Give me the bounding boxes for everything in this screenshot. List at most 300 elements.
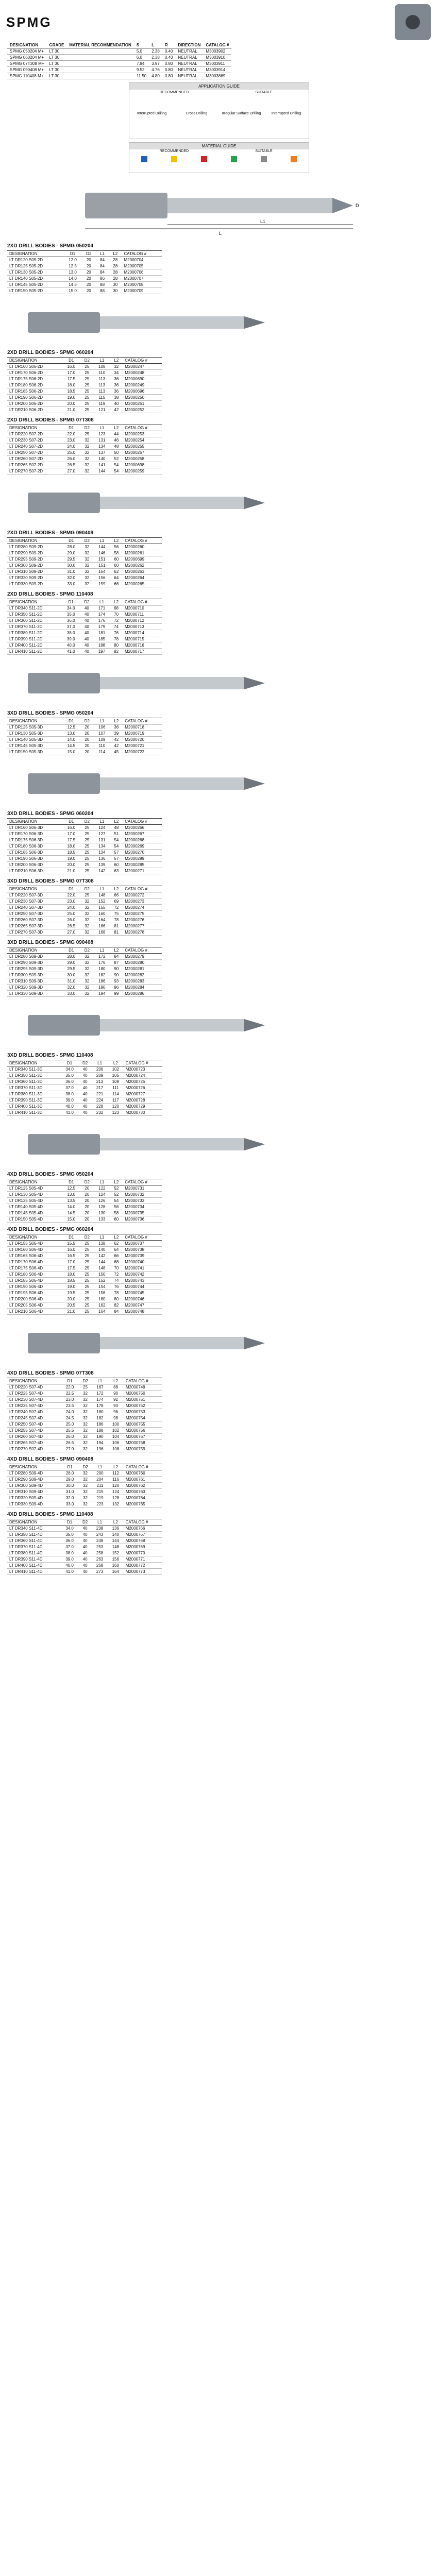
table-cell: LT DR390 S11-3D <box>7 1097 61 1104</box>
section-title: 3XD DRILL BODIES - SPMG 050204 <box>7 710 94 716</box>
table-row <box>7 1477 162 1483</box>
table-cell: 124 <box>94 825 110 831</box>
table-row <box>7 388 162 395</box>
table-cell: 52 <box>110 1192 123 1198</box>
table-cell: LT DR190 S06-2D <box>7 395 62 401</box>
table-cell: 25.0 <box>61 1421 79 1428</box>
table-cell: LT DR170 S06-4D <box>7 1259 62 1265</box>
table-cell: 32 <box>80 581 94 587</box>
table-cell: LT DR150 S05-2D <box>7 288 63 294</box>
table-cell: M2000735 <box>123 1210 162 1216</box>
table-cell: 140 <box>108 1532 124 1538</box>
table-cell: 29.5 <box>62 556 80 563</box>
drill-table <box>7 250 162 294</box>
table-row <box>7 1409 162 1415</box>
table-cell: 273 <box>92 1569 108 1575</box>
table-cell: 14.5 <box>63 282 81 288</box>
table-cell: 41.0 <box>61 1569 78 1575</box>
table-cell: 33.0 <box>62 991 80 997</box>
recommended-label: RECOMMENDED <box>159 91 189 94</box>
table-cell: LT DR120 S05-2D <box>7 257 63 263</box>
table-cell: 20 <box>80 1198 94 1204</box>
table-row <box>7 923 162 929</box>
table-cell: 32 <box>80 444 94 450</box>
table-cell: 32 <box>80 966 94 972</box>
drill-table <box>7 425 162 474</box>
table-cell: 113 <box>94 376 110 382</box>
table-row <box>7 1569 162 1575</box>
table-cell: M2000723 <box>124 1066 162 1073</box>
table-cell: 98 <box>108 1415 124 1421</box>
table-cell: LT DR340 S11-3D <box>7 1066 61 1073</box>
col-header: D1 <box>61 1519 78 1526</box>
col-header: L1 <box>94 947 110 954</box>
table-cell: 40 <box>110 401 123 407</box>
table-cell: 12.5 <box>62 1185 80 1192</box>
table-cell: LT DR370 S11-3D <box>7 1085 61 1091</box>
table-cell: 32 <box>79 1421 92 1428</box>
table-row <box>7 991 162 997</box>
table-cell: 194 <box>94 991 110 997</box>
col-header: L1 <box>92 1378 108 1384</box>
table-cell: LT DR240 S07-2D <box>7 444 62 450</box>
table-row <box>7 1253 162 1259</box>
table-cell: 88 <box>96 282 109 288</box>
table-cell: 82 <box>110 649 123 655</box>
table-cell: 134 <box>94 850 110 856</box>
table-cell: 23.5 <box>61 1403 79 1409</box>
table-cell: M2000267 <box>123 831 162 837</box>
table-cell: LT DR300 S09-3D <box>7 972 62 978</box>
table-cell: 188 <box>92 1428 108 1434</box>
table-cell: LT DR360 S11-2D <box>7 618 62 624</box>
dim-d: D <box>356 203 359 208</box>
table-cell: M2000771 <box>124 1556 162 1563</box>
section-title: 2XD DRILL BODIES - SPMG 060204 <box>7 350 94 355</box>
table-cell: 39.0 <box>61 1556 78 1563</box>
table-cell: 74 <box>110 1278 123 1284</box>
table-cell: LT DR195 S06-4D <box>7 1290 62 1296</box>
section-title: 3XD DRILL BODIES - SPMG 07T308 <box>7 878 94 884</box>
table-cell: 90 <box>110 972 123 978</box>
table-row <box>7 263 162 269</box>
table-cell: LT DR410 S11-4D <box>7 1569 61 1575</box>
table-cell: M2000728 <box>124 1097 162 1104</box>
table-cell: 24.5 <box>61 1415 79 1421</box>
table-cell: M2000268 <box>123 837 162 843</box>
table-cell: 30.0 <box>62 972 80 978</box>
table-cell: 54 <box>110 462 123 468</box>
table-cell: 130 <box>94 1210 110 1216</box>
table-cell: M2000724 <box>124 1073 162 1079</box>
table-cell: 174 <box>94 612 110 618</box>
table-cell: 25.5 <box>61 1428 79 1434</box>
drill-image <box>7 480 431 526</box>
table-row <box>7 1104 162 1110</box>
table-row <box>7 966 162 972</box>
table-cell: 144 <box>94 1259 110 1265</box>
section-title: 2XD DRILL BODIES - SPMG 050204 <box>7 243 94 249</box>
table-cell: M2000717 <box>123 649 162 655</box>
table-cell: M2000737 <box>123 1241 162 1247</box>
table-cell: 32 <box>80 437 94 444</box>
table-cell: 38.0 <box>61 1091 78 1097</box>
table-cell: 32 <box>80 450 94 456</box>
app-item: Interrupted Drilling <box>271 112 301 115</box>
col-header: D1 <box>62 1234 80 1241</box>
table-row <box>7 1290 162 1296</box>
table-cell: 60 <box>110 1216 123 1223</box>
table-cell: 188 <box>94 642 110 649</box>
section-title: 2XD DRILL BODIES - SPMG 110408 <box>7 591 93 597</box>
table-cell: LT DR155 S06-4D <box>7 1241 62 1247</box>
table-cell: 110 <box>94 370 110 376</box>
table-cell: 32 <box>80 985 94 991</box>
material-swatch <box>291 156 297 162</box>
table-row <box>7 630 162 636</box>
table-cell: 16.0 <box>62 1247 80 1253</box>
table-cell: 20 <box>80 1216 94 1223</box>
table-row <box>7 1483 162 1489</box>
table-row <box>7 1216 162 1223</box>
table-row <box>7 743 162 749</box>
col-header: DESIGNATION <box>7 1234 62 1241</box>
col-header: D2 <box>79 1464 92 1470</box>
col-header: DESIGNATION <box>7 718 62 724</box>
table-cell: 78 <box>110 917 123 923</box>
table-cell: 29.0 <box>62 960 80 966</box>
section-title: 4XD DRILL BODIES - SPMG 110408 <box>7 1512 93 1517</box>
col-header: D1 <box>62 947 80 954</box>
spec-row <box>7 48 231 55</box>
table-cell: 108 <box>108 1079 124 1085</box>
table-cell: 42 <box>110 407 123 413</box>
table-cell: M2000736 <box>123 1216 162 1223</box>
table-cell: 171 <box>94 605 110 612</box>
table-cell: 131 <box>94 837 110 843</box>
table-cell: LT DR360 S11-3D <box>7 1079 61 1085</box>
table-cell: M2000707 <box>122 276 162 282</box>
table-cell: 56 <box>110 1204 123 1210</box>
table-cell: 21.0 <box>62 868 80 874</box>
table-cell: 164 <box>94 1309 110 1315</box>
material-swatch <box>201 156 207 162</box>
table-cell: LT DR410 S11-2D <box>7 649 62 655</box>
table-cell: 25 <box>80 388 94 395</box>
table-cell: M2000280 <box>123 960 162 966</box>
table-cell: 146 <box>94 550 110 556</box>
table-cell: 40 <box>80 649 94 655</box>
table-row <box>7 1296 162 1302</box>
table-cell: 31.0 <box>61 1489 79 1495</box>
table-cell: LT DR330 S09-2D <box>7 581 62 587</box>
table-cell: 32 <box>80 911 94 917</box>
table-cell: LT DR320 S09-4D <box>7 1495 61 1501</box>
col-header: L1 <box>94 886 110 892</box>
table-cell: 63 <box>110 868 123 874</box>
table-cell: M2000275 <box>123 911 162 917</box>
table-cell: 24.0 <box>61 1409 79 1415</box>
table-cell: 18.0 <box>62 1272 80 1278</box>
table-cell: 38 <box>110 395 123 401</box>
table-cell: 20 <box>80 743 94 749</box>
table-cell: LT DR330 S09-4D <box>7 1501 61 1507</box>
table-cell: LT DR130 S05-3D <box>7 731 62 737</box>
table-cell: 38.0 <box>62 630 80 636</box>
table-cell: LT DR295 S09-2D <box>7 556 62 563</box>
table-cell: 54 <box>110 468 123 474</box>
table-row <box>7 1397 162 1403</box>
table-cell: 72 <box>110 1272 123 1278</box>
table-cell: 182 <box>94 972 110 978</box>
col-header: D2 <box>78 1060 92 1066</box>
table-cell: 76 <box>110 1284 123 1290</box>
section-title: 3XD DRILL BODIES - SPMG 060204 <box>7 811 94 817</box>
table-cell: 152 <box>94 899 110 905</box>
table-cell: LT DR390 S11-4D <box>7 1556 61 1563</box>
table-cell: LT DR185 S06-4D <box>7 1278 62 1284</box>
spec-cell: M3003914 <box>203 67 231 73</box>
table-cell: 28 <box>109 276 122 282</box>
table-cell: 113 <box>94 382 110 388</box>
drill-image <box>7 1121 431 1167</box>
page-title: SPMG <box>6 14 52 30</box>
table-cell: 28.0 <box>62 954 80 960</box>
table-row <box>7 1434 162 1440</box>
table-cell: 25 <box>80 1296 94 1302</box>
table-cell: LT DR205 S06-4D <box>7 1302 62 1309</box>
table-cell: 54 <box>110 1198 123 1204</box>
table-cell: 24.0 <box>62 444 80 450</box>
table-cell: 30.0 <box>62 563 80 569</box>
col-header: CATALOG # <box>122 251 162 257</box>
table-cell: 70 <box>110 1265 123 1272</box>
table-cell: LT DR295 S09-3D <box>7 966 62 972</box>
table-cell: 26.0 <box>61 1434 79 1440</box>
col-header: L1 <box>92 1519 108 1526</box>
table-cell: 40 <box>78 1556 92 1563</box>
table-cell: LT DR160 S06-2D <box>7 364 62 370</box>
table-cell: LT DR165 S06-4D <box>7 1253 62 1259</box>
table-cell: 84 <box>96 263 109 269</box>
col-header: L1 <box>96 251 109 257</box>
table-cell: 29.0 <box>62 550 80 556</box>
table-cell: M2000726 <box>124 1085 162 1091</box>
table-cell: 179 <box>94 624 110 630</box>
table-cell: 37.0 <box>62 624 80 630</box>
table-cell: 33.0 <box>61 1501 79 1507</box>
spec-cell: 6.0 <box>134 55 149 61</box>
table-cell: M2000274 <box>123 905 162 911</box>
table-cell: 159 <box>94 581 110 587</box>
col-header: CATALOG # <box>123 1234 162 1241</box>
table-cell: 37.0 <box>61 1085 78 1091</box>
col-header: CATALOG # <box>123 1179 162 1185</box>
table-cell: 32 <box>80 456 94 462</box>
table-cell: 19.0 <box>62 1284 80 1290</box>
table-cell: 23.0 <box>62 899 80 905</box>
table-cell: 36.0 <box>62 618 80 624</box>
table-row <box>7 1501 162 1507</box>
table-cell: 42 <box>110 743 123 749</box>
table-row <box>7 1470 162 1477</box>
table-cell: 32 <box>80 991 94 997</box>
col-header: L2 <box>109 251 122 257</box>
table-cell: 32 <box>80 929 94 936</box>
spec-cell: 0.40 <box>162 48 176 55</box>
table-cell: 13.0 <box>63 269 81 276</box>
table-cell: 224 <box>92 1097 108 1104</box>
table-cell: 84 <box>110 1309 123 1315</box>
col-header: D2 <box>80 425 94 431</box>
table-cell: 60 <box>110 862 123 868</box>
table-cell: 25 <box>80 395 94 401</box>
table-row <box>7 825 162 831</box>
drill-image <box>7 299 431 346</box>
material-swatch <box>261 156 267 162</box>
col-header: CATALOG # <box>124 1519 162 1526</box>
material-guide-title: MATERIAL GUIDE <box>129 143 309 149</box>
table-cell: M2000730 <box>124 1110 162 1116</box>
table-cell: 32 <box>79 1501 92 1507</box>
table-cell: LT DR350 S11-3D <box>7 1073 61 1079</box>
table-cell: 25 <box>80 837 94 843</box>
table-cell: LT DR240 S07-4D <box>7 1409 61 1415</box>
spec-cell: NEUTRAL <box>175 61 203 67</box>
table-cell: 190 <box>94 985 110 991</box>
table-cell: LT DR280 S09-4D <box>7 1470 61 1477</box>
spec-cell: 4.80 <box>149 73 162 79</box>
drill-table <box>7 1179 162 1223</box>
table-cell: 142 <box>94 1253 110 1259</box>
table-row <box>7 401 162 407</box>
table-cell: 40.0 <box>61 1563 78 1569</box>
table-cell: 228 <box>92 1104 108 1110</box>
table-cell: 80 <box>110 1296 123 1302</box>
table-cell: 180 <box>92 1409 108 1415</box>
table-cell: M2000772 <box>124 1563 162 1569</box>
table-cell: 32 <box>79 1440 92 1446</box>
table-cell: 194 <box>92 1440 108 1446</box>
table-row <box>7 1192 162 1198</box>
table-row <box>7 749 162 755</box>
table-cell: 40 <box>78 1097 92 1104</box>
drill-table <box>7 1378 162 1452</box>
table-cell: 151 <box>94 556 110 563</box>
col-header: L2 <box>108 1464 124 1470</box>
table-cell: LT DR190 S06-3D <box>7 856 62 862</box>
spec-row <box>7 67 231 73</box>
table-cell: 112 <box>108 1470 124 1477</box>
table-row <box>7 868 162 874</box>
table-cell: M2000720 <box>123 737 162 743</box>
col-header: D1 <box>62 718 80 724</box>
table-cell: LT DR280 S09-3D <box>7 954 62 960</box>
table-cell: 221 <box>92 1091 108 1097</box>
table-cell: 27.0 <box>61 1446 79 1452</box>
table-cell: 66 <box>110 892 123 899</box>
table-cell: LT DR140 S05-2D <box>7 276 63 282</box>
application-guide <box>129 82 309 139</box>
table-cell: 131 <box>94 437 110 444</box>
table-cell: LT DR175 S06-2D <box>7 376 62 382</box>
table-cell: 72 <box>110 905 123 911</box>
table-cell: M2000754 <box>124 1415 162 1421</box>
table-cell: 154 <box>94 569 110 575</box>
table-row <box>7 1185 162 1192</box>
table-cell: 32 <box>79 1470 92 1477</box>
table-cell: 217 <box>92 1085 108 1091</box>
table-row <box>7 269 162 276</box>
table-cell: M2000699 <box>123 556 162 563</box>
table-cell: LT DR260 S07-4D <box>7 1434 61 1440</box>
table-cell: 136 <box>94 856 110 862</box>
table-row <box>7 1391 162 1397</box>
table-cell: LT DR200 S06-4D <box>7 1296 62 1302</box>
col-header: D2 <box>78 1519 92 1526</box>
table-cell: M2000765 <box>124 1501 162 1507</box>
table-cell: 206 <box>92 1066 108 1073</box>
table-cell: 19.5 <box>62 1290 80 1296</box>
table-cell: 167 <box>92 1384 108 1391</box>
table-cell: LT DR270 S07-4D <box>7 1446 61 1452</box>
table-cell: M2000769 <box>124 1544 162 1550</box>
table-cell: M2000763 <box>124 1489 162 1495</box>
table-cell: 148 <box>94 1265 110 1272</box>
table-cell: 40 <box>78 1073 92 1079</box>
table-cell: 76 <box>110 630 123 636</box>
table-cell: 151 <box>94 563 110 569</box>
table-cell: 86 <box>96 276 109 282</box>
table-cell: M2000734 <box>123 1204 162 1210</box>
col-header: L2 <box>110 358 123 364</box>
application-guide-title: APPLICATION GUIDE <box>129 83 309 90</box>
table-cell: LT DR140 S05-3D <box>7 737 62 743</box>
table-cell: 107 <box>94 731 110 737</box>
table-cell: 155 <box>94 905 110 911</box>
table-cell: 108 <box>94 364 110 370</box>
table-cell: 20 <box>82 282 96 288</box>
col-header: L2 <box>110 886 123 892</box>
drill-table <box>7 818 162 874</box>
table-cell: 99 <box>110 991 123 997</box>
table-cell: 20 <box>80 1204 94 1210</box>
spec-cell: 0.40 <box>162 55 176 61</box>
col-header: CATALOG # <box>123 947 162 954</box>
table-cell: LT DR300 S09-2D <box>7 563 62 569</box>
table-row <box>7 556 162 563</box>
table-cell: 41.0 <box>62 649 80 655</box>
table-cell: 84 <box>96 257 109 263</box>
table-cell: LT DR220 S07-2D <box>7 431 62 437</box>
table-cell: 25 <box>80 892 94 899</box>
table-cell: 32 <box>79 1495 92 1501</box>
table-cell: LT DR310 S09-4D <box>7 1489 61 1495</box>
drill-table <box>7 1519 162 1575</box>
table-cell: LT DR185 S06-2D <box>7 388 62 395</box>
table-row <box>7 618 162 624</box>
table-cell: 45 <box>110 749 123 755</box>
table-cell: LT DR340 S11-4D <box>7 1526 61 1532</box>
table-cell: 69 <box>110 899 123 905</box>
spec-cell: LT 30 <box>46 61 66 67</box>
table-cell: 20 <box>80 749 94 755</box>
table-cell: 14.0 <box>62 1204 80 1210</box>
table-row <box>7 1110 162 1116</box>
table-cell: 58 <box>110 1210 123 1216</box>
table-cell: 25 <box>80 1290 94 1296</box>
table-cell: 120 <box>108 1104 124 1110</box>
